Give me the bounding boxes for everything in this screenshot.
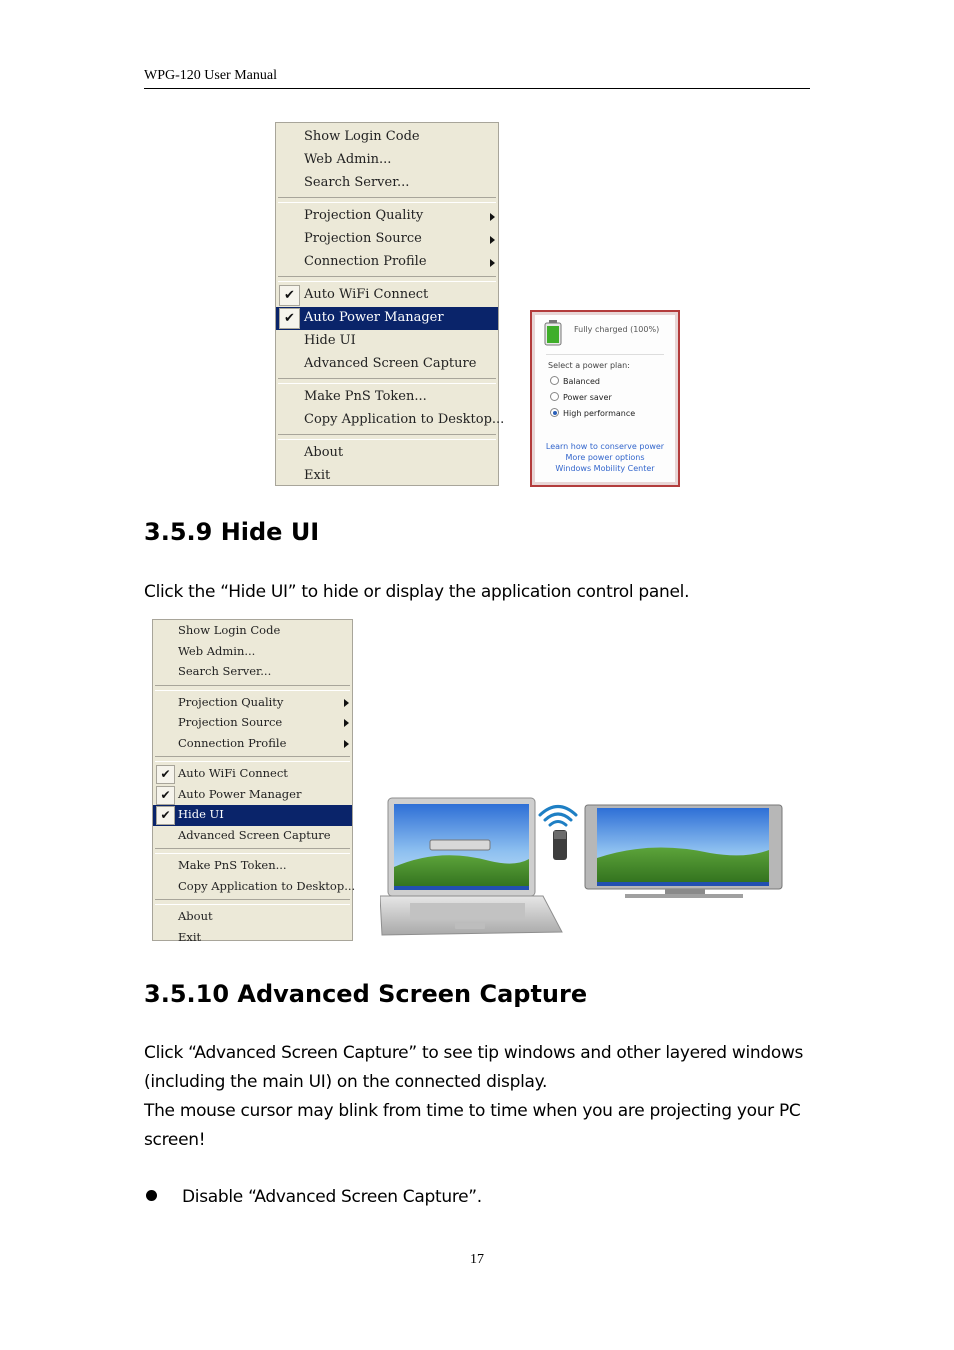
battery-status: Fully charged (100%) [574, 325, 660, 334]
menu-item-search-server[interactable]: Search Server... [178, 664, 272, 678]
wifi-icon [540, 807, 576, 826]
link-conserve-power[interactable]: Learn how to conserve power [545, 442, 665, 451]
submenu-arrow-icon [344, 719, 349, 727]
usb-dongle-icon [553, 830, 567, 860]
menu-item-make-pns-token[interactable]: Make PnS Token... [178, 858, 287, 872]
submenu-arrow-icon [490, 213, 495, 221]
menu-item-projection-quality[interactable]: Projection Quality [153, 693, 352, 714]
page-header [144, 66, 810, 89]
menu-item-connection-profile[interactable]: Connection Profile [276, 251, 498, 274]
menu-separator [155, 685, 350, 691]
battery-icon [544, 320, 562, 346]
menu-separator [155, 899, 350, 905]
external-display-icon [585, 805, 782, 898]
menu-separator [155, 756, 350, 762]
checkmark-icon: ✔ [156, 786, 175, 805]
menu-item-projection-source[interactable]: Projection Source [276, 228, 498, 251]
menu-separator [278, 197, 496, 203]
power-plan-popup [530, 310, 680, 487]
menu-item-about[interactable]: About [304, 445, 344, 460]
bullet-icon [146, 1190, 157, 1201]
menu-item-connection-profile[interactable]: Connection Profile [153, 734, 352, 755]
page-number: 17 [470, 1252, 484, 1267]
menu-item-show-login-code[interactable]: Show Login Code [304, 129, 420, 144]
power-option-power-saver[interactable]: Power saver [550, 392, 612, 402]
menu-item-web-admin[interactable]: Web Admin... [304, 152, 392, 167]
section-heading-hide-ui: 3.5.9 Hide UI [144, 518, 320, 546]
menu-item-copy-application[interactable]: Copy Application to Desktop... [178, 878, 356, 893]
advanced-line-1: Click “Advanced Screen Capture” to see tip windows and other layered windows [144, 1043, 804, 1063]
hide-ui-description: Click the “Hide UI” to hide or display the application control panel. [144, 582, 690, 602]
link-more-power-options[interactable]: More power options [565, 453, 645, 462]
submenu-arrow-icon [490, 259, 495, 267]
menu-item-auto-wifi-connect[interactable]: ✔ Auto WiFi Connect [153, 764, 352, 785]
menu-item-exit[interactable]: Exit [178, 929, 202, 944]
laptop-icon [380, 798, 562, 935]
context-menu-hide-ui [152, 619, 356, 944]
menu-item-projection-quality[interactable]: Projection Quality [276, 205, 498, 228]
section-heading-advanced-screen-capture: 3.5.10 Advanced Screen Capture [144, 980, 588, 1008]
context-menu-auto-power-manager [275, 122, 505, 486]
checkmark-icon: ✔ [156, 765, 175, 784]
menu-item-projection-source[interactable]: Projection Source [153, 713, 352, 734]
checkmark-icon: ✔ [156, 806, 175, 825]
menu-item-make-pns-token[interactable]: Make PnS Token... [304, 389, 427, 404]
radio-button[interactable] [550, 392, 559, 401]
checkmark-icon: ✔ [279, 308, 300, 329]
menu-item-hide-ui[interactable]: ✔ Hide UI [153, 805, 352, 826]
menu-item-exit[interactable]: Exit [304, 468, 331, 483]
manual-title: WPG-120 User Manual [144, 68, 277, 83]
submenu-arrow-icon [344, 740, 349, 748]
menu-item-search-server[interactable]: Search Server... [304, 175, 410, 190]
menu-separator [278, 276, 496, 282]
submenu-arrow-icon [344, 699, 349, 707]
power-option-balanced[interactable]: Balanced [550, 376, 600, 386]
menu-separator [278, 434, 496, 440]
menu-item-auto-power-manager[interactable]: ✔ Auto Power Manager [153, 785, 352, 806]
advanced-line-4: screen! [144, 1130, 206, 1150]
radio-button[interactable] [550, 376, 559, 385]
advanced-line-2: (including the main UI) on the connected display. [144, 1072, 548, 1092]
menu-item-copy-application[interactable]: Copy Application to Desktop... [304, 412, 505, 427]
popup-divider [546, 354, 664, 355]
bullet-disable-advanced-capture: Disable “Advanced Screen Capture”. [182, 1187, 482, 1207]
menu-item-advanced-screen-capture[interactable]: Advanced Screen Capture [304, 356, 477, 371]
power-plan-label: Select a power plan: [548, 361, 630, 370]
projection-illustration [380, 795, 785, 940]
checkmark-icon: ✔ [279, 285, 300, 306]
advanced-line-3: The mouse cursor may blink from time to time when you are projecting your PC [144, 1101, 801, 1121]
menu-item-auto-power-manager[interactable]: ✔ Auto Power Manager [276, 307, 498, 330]
menu-item-auto-wifi-connect[interactable]: ✔ Auto WiFi Connect [276, 284, 498, 307]
submenu-arrow-icon [490, 236, 495, 244]
menu-item-advanced-screen-capture[interactable]: Advanced Screen Capture [178, 827, 331, 842]
link-windows-mobility-center[interactable]: Windows Mobility Center [555, 464, 655, 473]
menu-item-web-admin[interactable]: Web Admin... [178, 643, 256, 658]
menu-separator [155, 848, 350, 854]
menu-separator [278, 378, 496, 384]
menu-item-show-login-code[interactable]: Show Login Code [178, 623, 281, 637]
power-option-high-performance[interactable]: High performance [550, 408, 635, 418]
radio-button-selected[interactable] [550, 408, 559, 417]
menu-item-hide-ui[interactable]: Hide UI [304, 333, 356, 348]
menu-item-about[interactable]: About [178, 909, 213, 923]
